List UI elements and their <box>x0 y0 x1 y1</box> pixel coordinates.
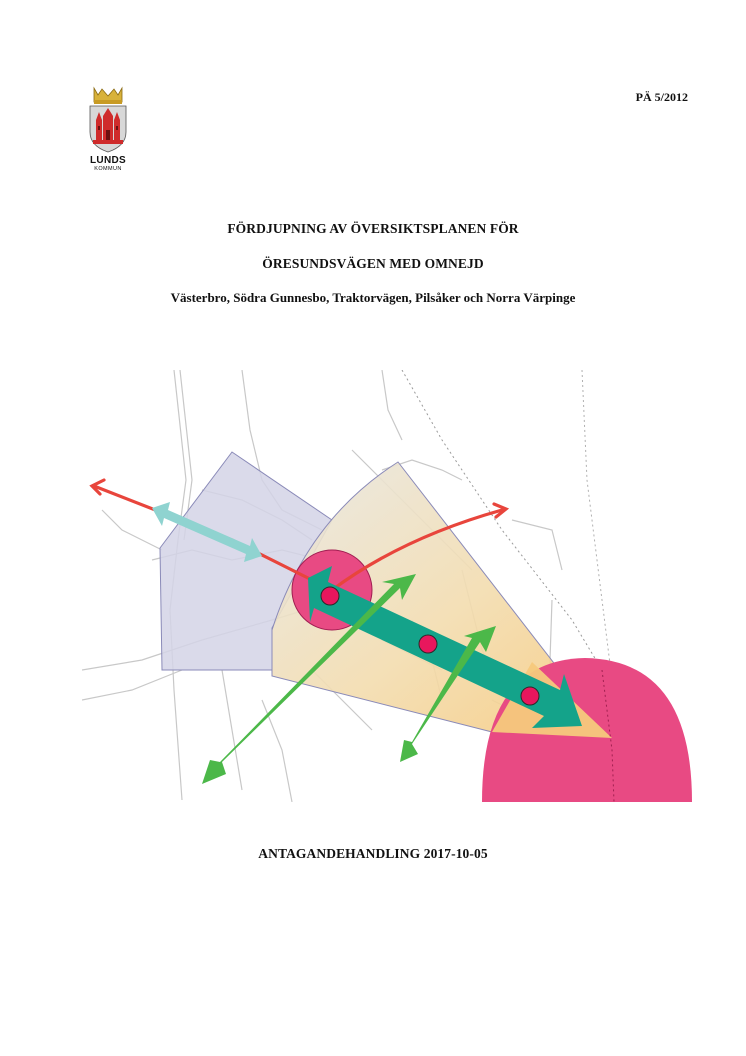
document-subtitle: Västerbro, Södra Gunnesbo, Traktorvägen, Pilsåker och Norra Värpinge <box>170 290 576 305</box>
lunds-kommun-logo <box>82 86 134 178</box>
document-status: ANTAGANDEHANDLING 2017-10-05 <box>258 846 488 861</box>
logo-wordmark-lunds: LUNDS <box>90 155 126 166</box>
node-dot-2 <box>419 635 437 653</box>
coat-of-arms-icon <box>82 86 134 154</box>
document-title-line-2: ÖRESUNDSVÄGEN MED OMNEJD <box>262 256 484 271</box>
node-dot-1 <box>321 587 339 605</box>
document-number: PÄ 5/2012 <box>635 90 688 104</box>
document-title-line-1: FÖRDJUPNING AV ÖVERSIKTSPLANEN FÖR <box>227 221 519 236</box>
logo-wordmark-kommun: KOMMUN <box>94 166 122 172</box>
cover-illustration-map <box>82 370 694 802</box>
planning-diagram <box>82 370 694 802</box>
node-dot-3 <box>521 687 539 705</box>
